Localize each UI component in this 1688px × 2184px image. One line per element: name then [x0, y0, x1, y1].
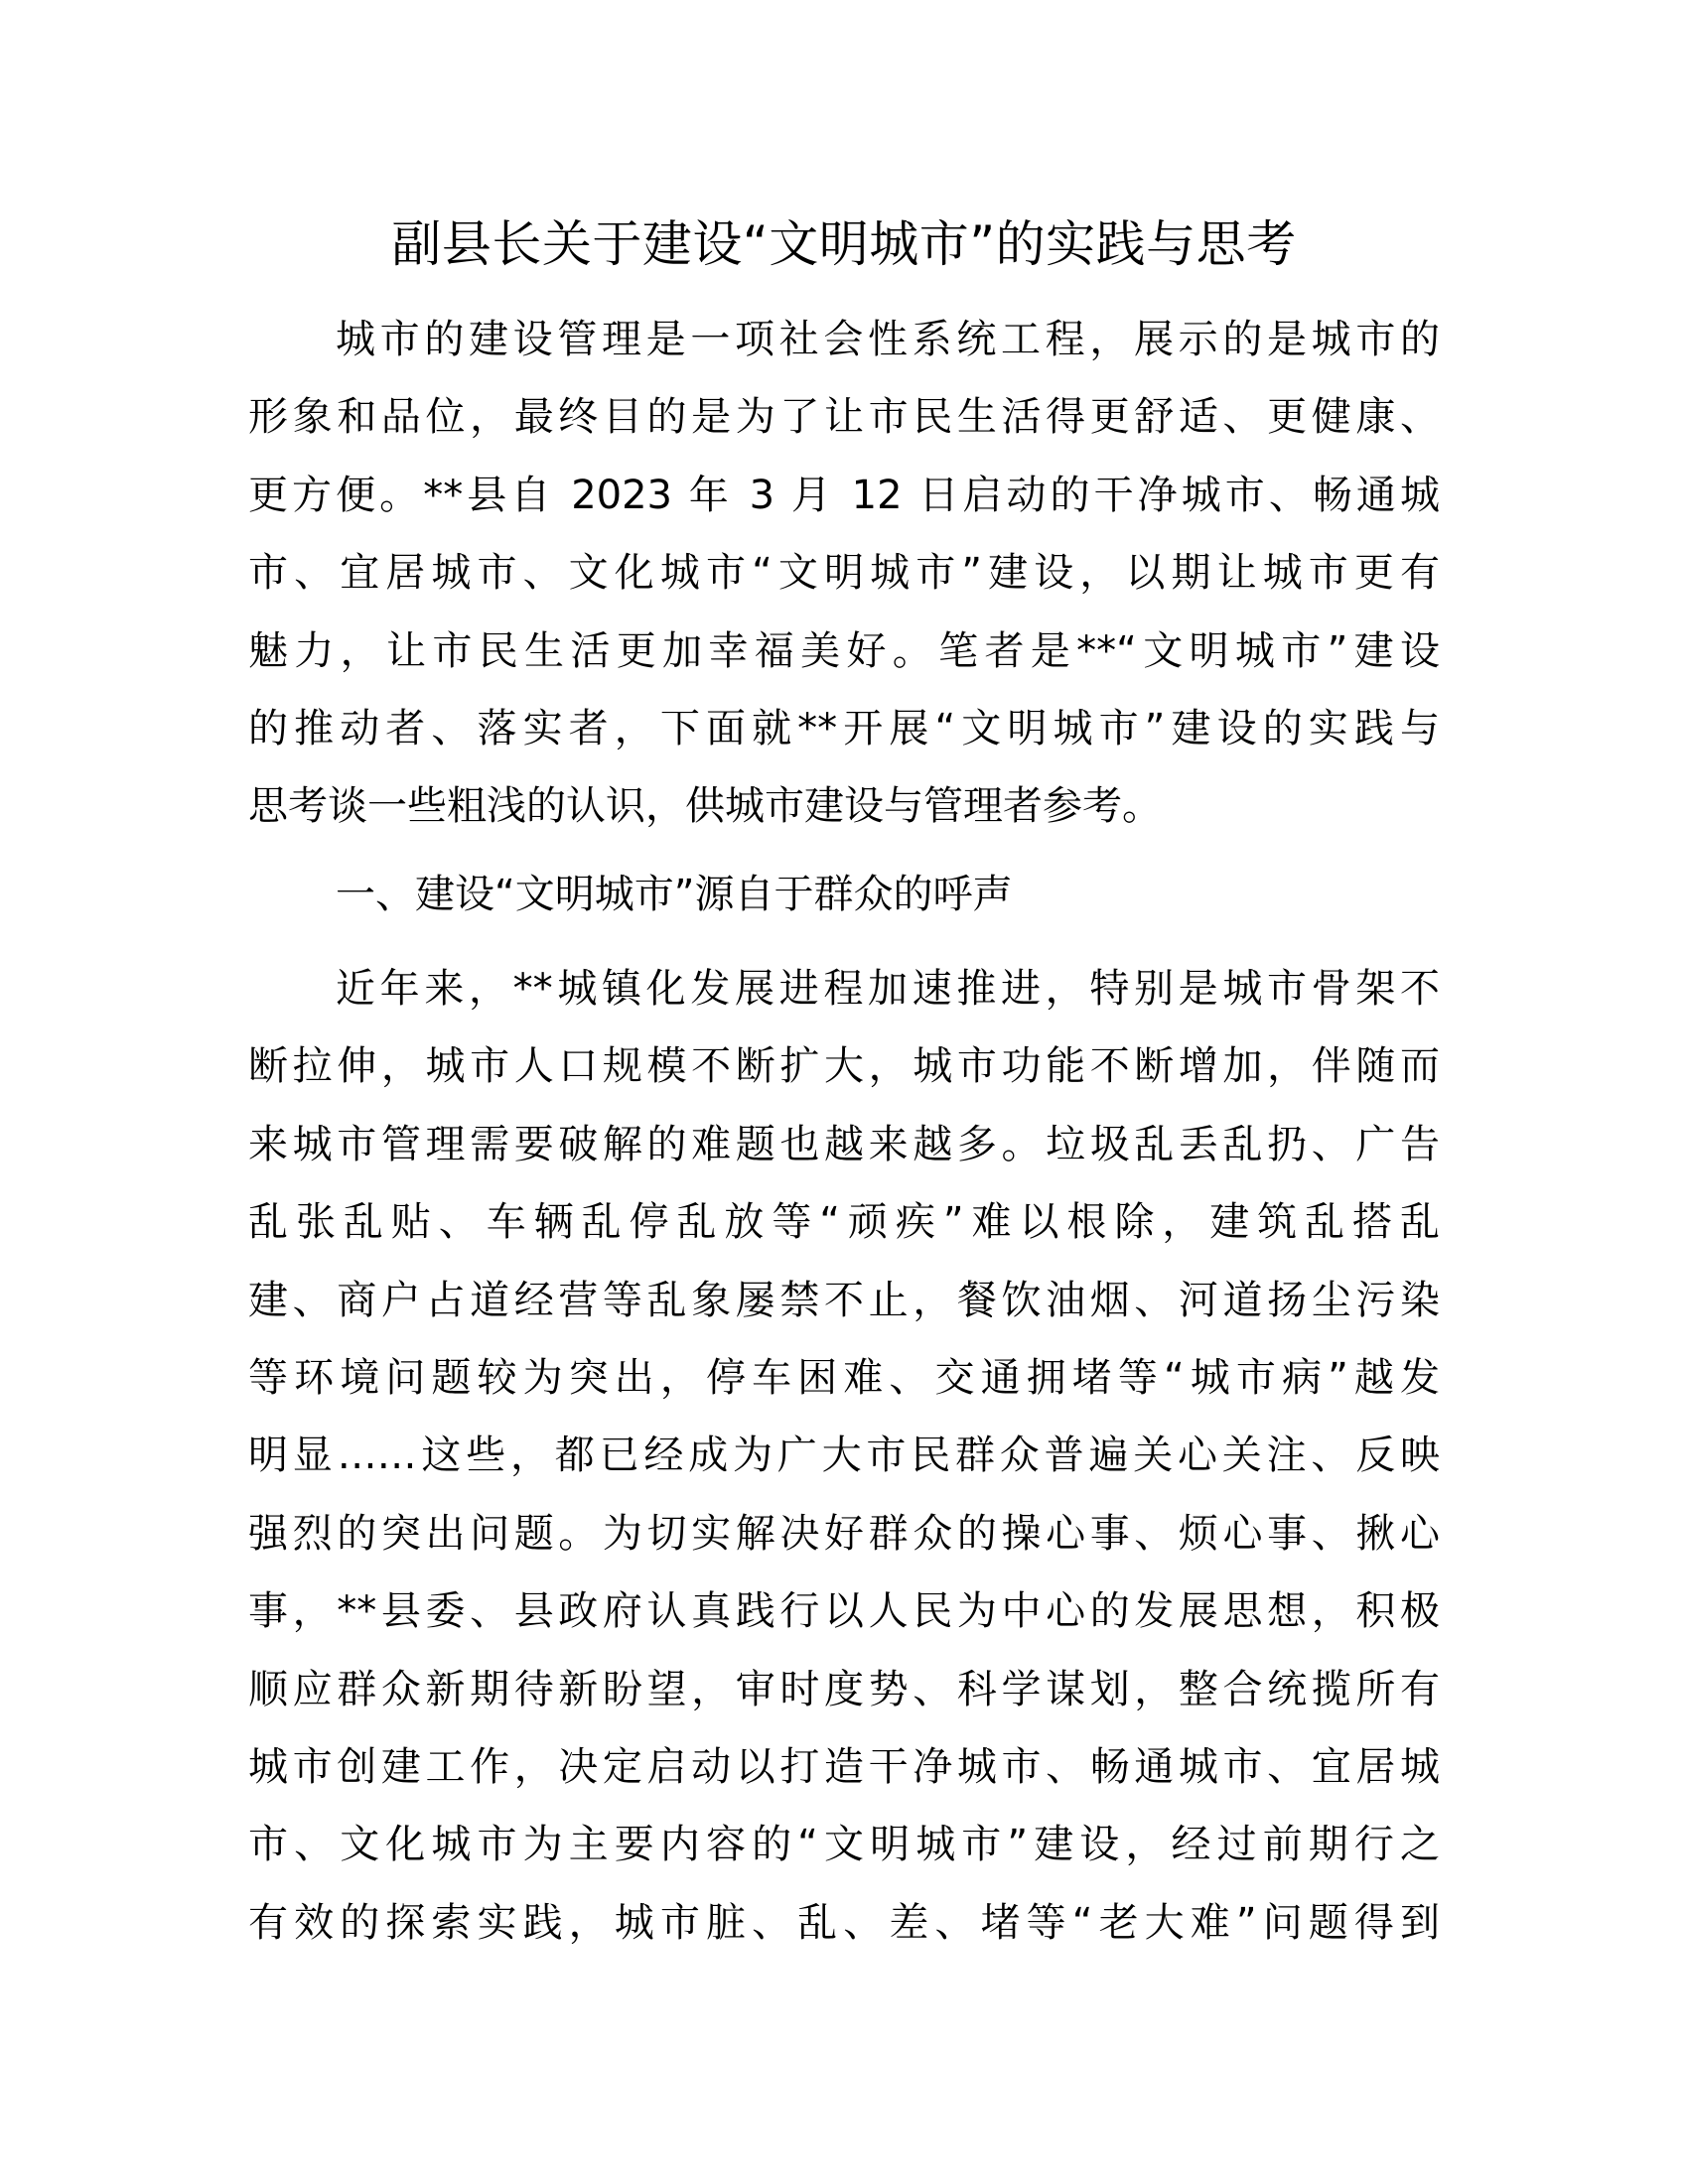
paragraph-line: 市、宜居城市、文化城市“文明城市”建设，以期让城市更有: [248, 550, 1440, 597]
section-heading: [248, 856, 1440, 933]
paragraph-line: 事，**县委、县政府认真践行以人民为中心的发展思想，积极: [248, 1588, 1440, 1635]
paragraph-line: 顺应群众新期待新盼望，审时度势、科学谋划，整合统揽所有: [248, 1666, 1440, 1712]
document-title: 副县长关于建设“文明城市”的实践与思考: [391, 215, 1297, 273]
paragraph-line: 明显……这些，都已经成为广大市民群众普遍关心关注、反映: [248, 1433, 1440, 1479]
paragraph-line: 来城市管理需要破解的难题也越来越多。垃圾乱丢乱扔、广告: [248, 1121, 1440, 1167]
paragraph-line: 形象和品位，最终目的是为了让市民生活得更舒适、更健康、: [248, 394, 1440, 441]
paragraph-line: 建、商户占道经营等乱象屡禁不止，餐饮油烟、河道扬尘污染: [248, 1277, 1440, 1323]
paragraph-line: 等环境问题较为突出，停车困难、交通拥堵等“城市病”越发: [248, 1354, 1440, 1401]
section-paragraph: [248, 950, 1440, 1962]
paragraph-line: 有效的探索实践，城市脏、乱、差、堵等“老大难”问题得到: [248, 1899, 1440, 1946]
paragraph-line: 乱张乱贴、车辆乱停乱放等“顽疾”难以根除，建筑乱搭乱: [248, 1199, 1440, 1246]
paragraph-line: 城市的建设管理是一项社会性系统工程，展示的是城市的: [336, 317, 1440, 362]
paragraph-line: 城市创建工作，决定启动以打造干净城市、畅通城市、宜居城: [248, 1743, 1440, 1790]
paragraph-line: 魅力，让市民生活更加幸福美好。笔者是**“文明城市”建设: [248, 627, 1440, 674]
section-heading-text: 一、建设“文明城市”源自于群众的呼声: [336, 872, 1013, 917]
paragraph-line: 近年来，**城镇化发展进程加速推进，特别是城市骨架不: [336, 966, 1440, 1012]
paragraph-line: 更方便。**县自 2023 年 3 月 12 日启动的干净城市、畅通城: [248, 472, 1440, 518]
paragraph-line: 思考谈一些粗浅的认识，供城市建设与管理者参考。: [248, 783, 1162, 830]
intro-paragraph: [248, 301, 1440, 846]
paragraph-line: 市、文化城市为主要内容的“文明城市”建设，经过前期行之: [248, 1822, 1440, 1868]
paragraph-line: 断拉伸，城市人口规模不断扩大，城市功能不断增加，伴随而: [248, 1043, 1440, 1090]
paragraph-line: 的推动者、落实者，下面就**开展“文明城市”建设的实践与: [248, 705, 1440, 751]
paragraph-line: 强烈的突出问题。为切实解决好群众的操心事、烦心事、揪心: [248, 1510, 1440, 1557]
